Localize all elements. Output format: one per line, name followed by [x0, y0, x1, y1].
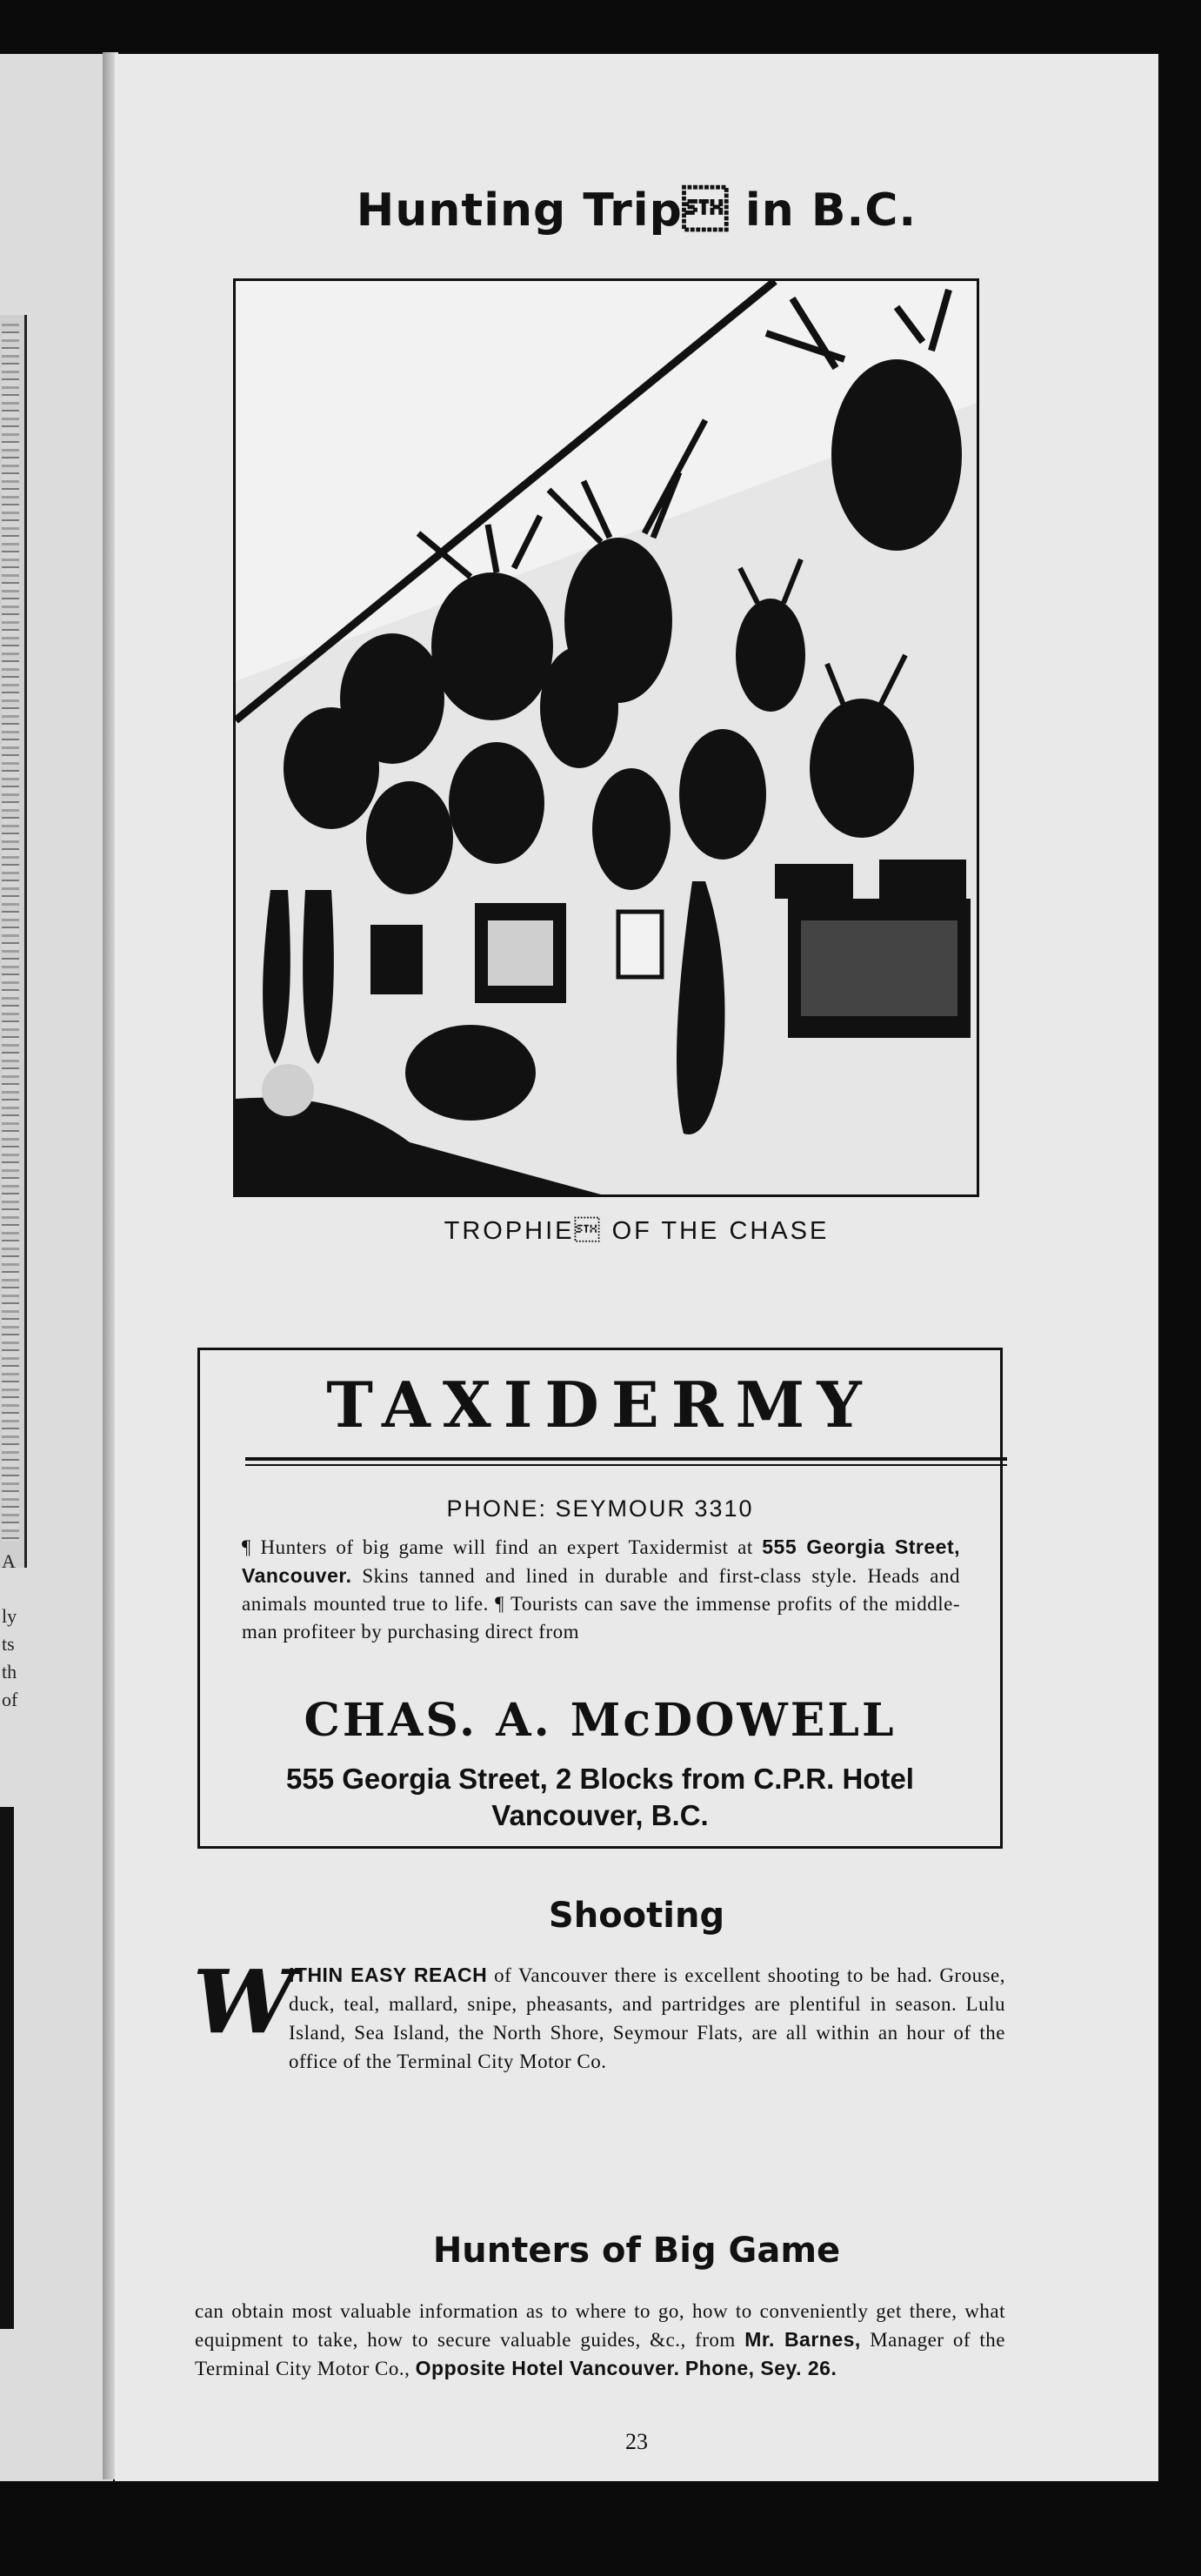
left-fragment-text: ts [2, 1633, 15, 1655]
shooting-lead: ITHIN EASY REACH [289, 1964, 488, 1986]
ad-address [200, 1761, 1000, 1834]
shooting-heading: Shooting [548, 1896, 725, 1936]
ad-body-text: Skins tanned and lined in durable and first-class style. Heads and animals mounted true to life. ¶ Tourists can save the immense profits of the middle-man profiteer by purchasing direct from [242, 1565, 960, 1643]
left-fragment-text: ly [2, 1605, 17, 1627]
drop-cap: W [192, 1950, 297, 2053]
magazine-page [115, 54, 1158, 2481]
ad-phone: PHONE: SEYMOUR 3310 [446, 1495, 754, 1522]
ad-rule [245, 1464, 1007, 1466]
hunters-phone: Phone, Sey. 26. [684, 2357, 837, 2379]
hunters-text: can obtain most valuable information as to where to go, how to conveniently get there, what equipment to take, how to secure valuable guides, &c., from [195, 2300, 1005, 2351]
page-number: 23 [625, 2429, 648, 2454]
ad-rule [245, 1457, 1007, 1461]
left-fragment-text: th [2, 1661, 17, 1683]
page-title: Hunting Trip in B.C. [356, 184, 917, 237]
ad-address-line: Vancouver, B.C. [491, 1799, 709, 1831]
ad-heading: TAXIDERMY [326, 1368, 874, 1442]
left-fragment-text: of [2, 1689, 18, 1710]
ad-business-name: CHAS. A. McDOWELL [304, 1694, 897, 1747]
hunters-location: Opposite Hotel Vancouver. [415, 2357, 680, 2379]
left-page-dark-block [0, 1807, 14, 2329]
left-page-column [0, 315, 27, 1568]
left-page-fragment [0, 54, 113, 2481]
hunters-heading: Hunters of Big Game [432, 2231, 841, 2271]
taxidermy-advertisement [197, 1348, 1003, 1849]
photo-caption: TROPHIE OF THE CHASE [444, 1217, 830, 1245]
shooting-paragraph [192, 1950, 1005, 2076]
ad-body [242, 1533, 960, 1646]
hunters-paragraph [195, 2297, 1005, 2383]
hunters-contact: Mr. Barnes, [744, 2328, 861, 2351]
left-fragment-text: A [2, 1550, 16, 1572]
hunters-text: Manager of the Terminal City Motor Co., [195, 2329, 1005, 2379]
trophies-photo [233, 278, 979, 1197]
shooting-text: of Vancouver there is excellent shooting to be had. Grouse, duck, teal, mallard, snipe, pheasants, and partridges are plentiful in season. Lulu Island, Sea Island, the North Shore, Seymour Flats, are all within an hour of the office of the Terminal City Motor Co. [289, 1964, 1005, 2072]
ad-body-address: 555 Georgia Street, Vancouver. [242, 1536, 960, 1587]
ad-address-line: 555 Georgia Street, 2 Blocks from C.P.R. Hotel [286, 1763, 914, 1795]
ad-body-text: ¶ Hunters of big game will find an expert Taxidermist at [242, 1536, 763, 1558]
